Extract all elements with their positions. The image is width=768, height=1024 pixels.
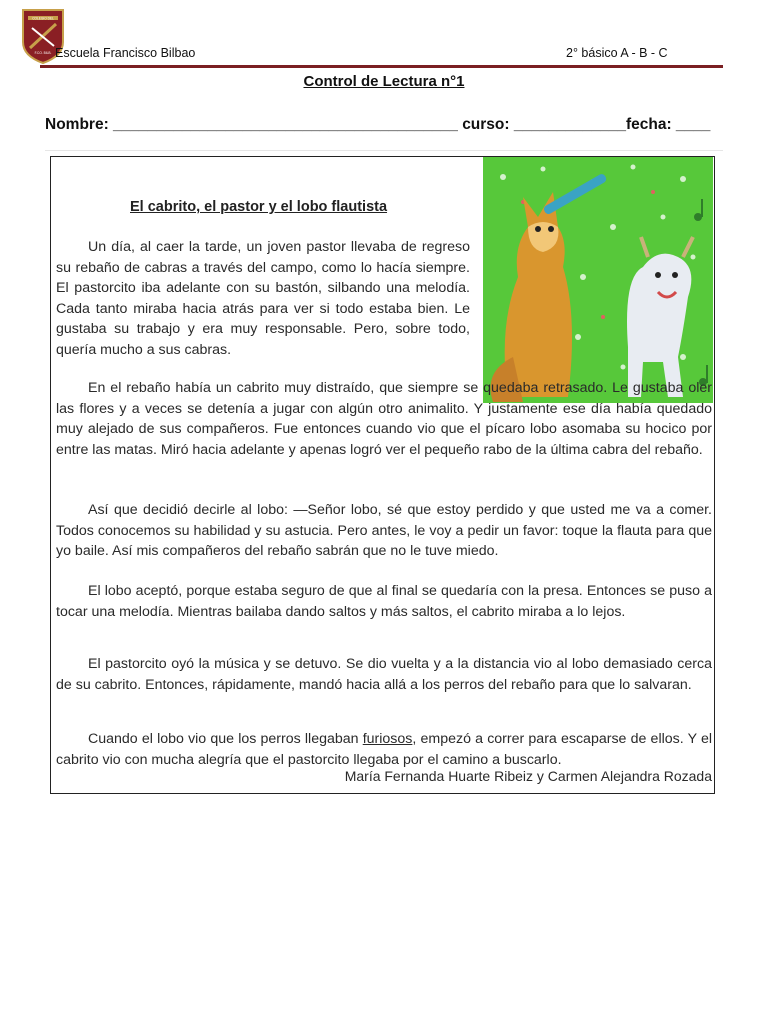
fecha-field[interactable]: ____	[675, 116, 711, 133]
story-authors: María Fernanda Huarte Ribeiz y Carmen Alejandra Rozada	[344, 768, 712, 784]
story-paragraph-6	[56, 729, 712, 770]
story-paragraph-3: Así que decidió decirle al lobo: —Señor lobo, sé que estoy perdido y que usted me va a comer. Todos conocemos su habilidad y su astucia. Pero antes, le voy a pedir un favor: toque la flauta para que yo baile. Así mis compañeros del rebaño sabrán que no le tuve miedo.	[56, 502, 712, 560]
grade-label: 2° básico A - B - C	[566, 46, 668, 60]
story-illustration	[483, 157, 713, 403]
fecha-label: fecha:	[625, 116, 672, 133]
story-paragraph-4: El lobo aceptó, porque estaba seguro de que al final se quedaría con la presa. Entonces se puso a tocar una melodía. Mientras bailaba dando saltos y más saltos, el cabrito miraba a lo lejos.	[56, 583, 712, 620]
story-paragraph-2: En el rebaño había un cabrito muy distraído, que siempre se quedaba retrasado. Le gustaba oler las flores y a veces se detenía a jugar con algún otro animalito. Y justamente ese día había quedado muy alejado de sus compañeros. Fue entonces cuando vio que el pícaro lobo asomaba su hocico por entre las matas. Miró hacia adelante y apenas logró ver el pequeño rabo de la última cabra del rebaño.	[56, 380, 712, 458]
crest-text-top: COLEGIO DEL	[32, 16, 54, 21]
underlined-word: furiosos	[362, 731, 413, 747]
curso-field[interactable]: _____________	[513, 116, 626, 133]
school-name: Escuela Francisco Bilbao	[55, 46, 196, 60]
page-title: Control de Lectura n°1	[303, 73, 465, 90]
story-paragraph-5: El pastorcito oyó la música y se detuvo. Se dio vuelta y a la distancia vio al lobo demasiado cerca de su cabrito. Entonces, rápidamente, mandó hacia allá a los perros del rebaño para que lo salvaran.	[56, 656, 712, 693]
header-rule	[40, 65, 723, 68]
p6-text-start: Cuando el lobo vio que los perros llegaban	[88, 731, 363, 747]
divider	[45, 150, 723, 151]
story-title: El cabrito, el pastor y el lobo flautista	[130, 199, 388, 215]
p6-text-end: , empezó a correr para escaparse de ellos. Y el cabrito vio con mucha alegría que el pastorcito llegaba por el camino a buscarlo.	[56, 731, 712, 768]
crest-text-bottom: F.CO. BILB.	[34, 51, 52, 55]
nombre-field[interactable]: ________________________________________	[113, 116, 458, 133]
student-info-line	[45, 116, 710, 134]
curso-label: curso:	[462, 116, 510, 133]
story-paragraph-1: Un día, al caer la tarde, un joven pastor llevaba de regreso su rebaño de cabras a través del campo, como lo hacía siempre. El pastorcito iba adelante con su bastón, silbando una melodía. Cada tanto miraba hacia atrás para ver si todo estaba bien. Le gustaba su trabajo y era muy responsable. Pero, sobre todo, quería mucho a sus cabras.	[56, 239, 470, 358]
nombre-label: Nombre:	[45, 116, 109, 133]
